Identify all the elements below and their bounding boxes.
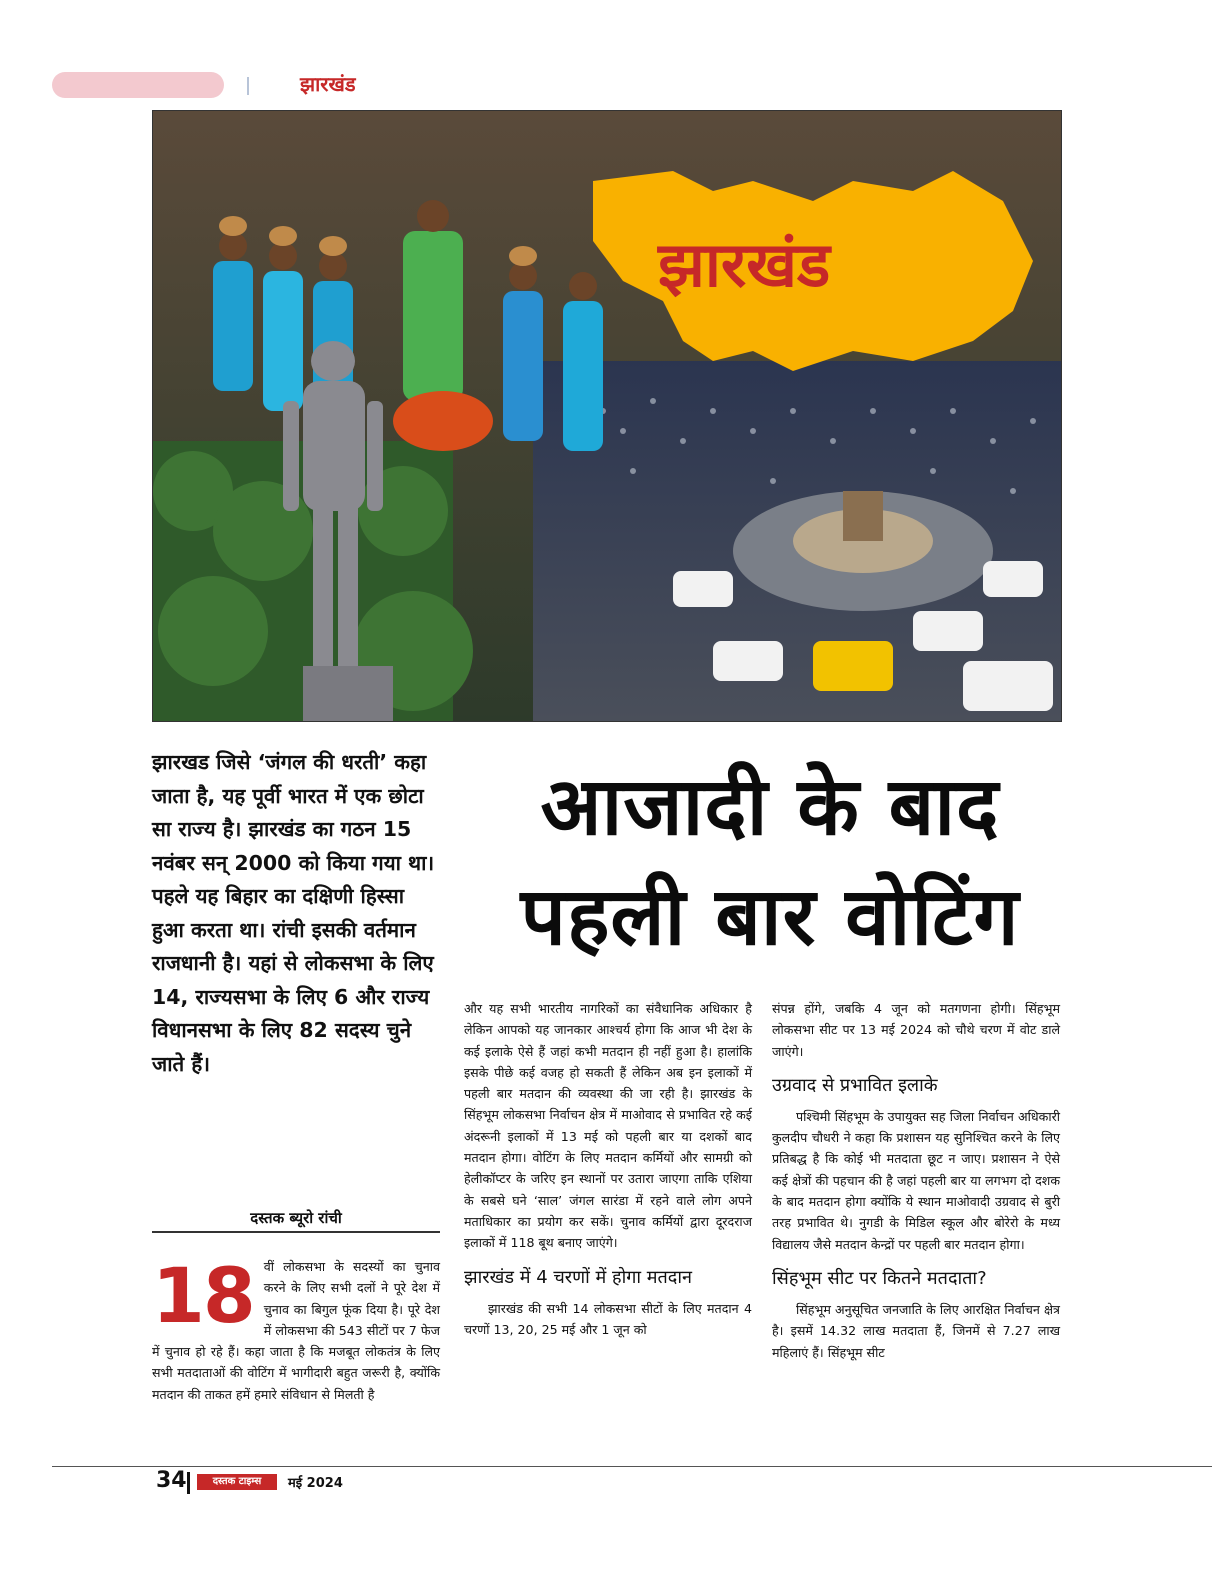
- headline: [470, 752, 1070, 972]
- article-column-3: [772, 998, 1060, 1363]
- brand-logo: दस्तक टाइम्स: [197, 1474, 277, 1490]
- map-label: झारखंड: [658, 228, 831, 301]
- footer-rule: [52, 1466, 1212, 1467]
- subheading: झारखंड में 4 चरणों में होगा मतदान: [464, 1266, 693, 1288]
- issue-date: मई 2024: [288, 1476, 343, 1491]
- page-number: 34: [156, 1468, 187, 1493]
- article-column-1: [152, 1251, 440, 1405]
- article-paragraph: और यह सभी भारतीय नागरिकों का संवैधानिक अधिकार है लेकिन आपको यह जानकार आश्चर्य होगा कि आज भी देश के कई इलाके ऐसे हैं जहां कभी मतदान ही नहीं हुआ है। हालांकि इसके पीछे कई वजह हो सकती हैं लेकिन अब इन इलाकों में पहली बार मतदान की व्यवस्था की जा रही है। झारखंड के सिंहभूम लोकसभा निर्वाचन क्षेत्र में माओवाद से प्रभावित रहे कई अंदरूनी इलाकों में 13 मई को पहली बार या दशकों बाद मतदान होगा। वोटिंग के लिए मतदान कर्मियों और सामग्री को हेलीकॉप्टर के जरिए इन स्थानों पर उतारा जाएगा ताकि एशिया के सबसे घने ‘साल’ जंगल सारंडा में रहने वाले लोग अपने मताधिकार का प्रयोग कर सकें। चुनाव कर्मियों द्वारा दूरदराज इलाकों में 118 बूथ बनाए जाएंगे।: [464, 1001, 752, 1251]
- article-paragraph: झारखंड की सभी 14 लोकसभा सीटों के लिए मतदान 4 चरणों 13, 20, 25 मई और 1 जून को: [464, 1300, 752, 1337]
- headline-line1: आजादी के बाद: [540, 760, 1000, 853]
- dropcap: 18: [152, 1251, 254, 1340]
- article-paragraph: सिंहभूम अनुसूचित जनजाति के लिए आरक्षित निर्वाचन क्षेत्र है। इसमें 14.32 लाख मतदाता हैं, जिनमें से 7.27 लाख महिलाएं हैं। सिंहभूम सीट: [772, 1301, 1060, 1360]
- byline: दस्तक ब्यूरो रांची: [250, 1209, 342, 1227]
- article-paragraph: पश्चिमी सिंहभूम के उपायुक्त सह जिला निर्वाचन अधिकारी कुलदीप चौधरी ने कहा कि प्रशासन यह सुनिश्चित करने के लिए प्रतिबद्ध है कि कोई भी मतदाता छूट न जाए। प्रशासन ने ऐसे कई क्षेत्रों की पहचान की है जहां पहली बार या लगभग दो दशक के बाद मतदान होगा क्योंकि ये स्थान माओवादी उग्रवाद से बुरी तरह प्रभावित थे। नुगडी के मिडिल स्कूल और बोरेरो के मध्य विद्यालय जैसे मतदान केन्द्रों पर पहली बार मतदान होगा।: [772, 1108, 1060, 1252]
- article-paragraph: संपन्न होंगे, जबकि 4 जून को मतगणना होगी। सिंहभूम लोकसभा सीट पर 13 मई 2024 को चौथे चरण में वोट डाले जाएंगे।: [772, 1001, 1060, 1059]
- byline-rule: [152, 1231, 440, 1233]
- subheading: सिंहभूम सीट पर कितने मतदाता?: [772, 1267, 987, 1289]
- footer-separator: [187, 1472, 190, 1494]
- header-decoration-pill: [52, 72, 224, 98]
- hero-image: [152, 110, 1062, 722]
- article-paragraph: वीं लोकसभा के सदस्यों का चुनाव करने के लिए सभी दलों ने पूरे देश में चुनाव का बिगुल फूंक दिया है। पूरे देश में लोकसभा की 543 सीटों पर 7 फेज में चुनाव हो रहे हैं। कहा जाता है कि मजबूत लोकतंत्र के लिए सभी मतदाताओं की वोटिंग में भागीदारी बहुत जरूरी है, क्योंकि मतदान की ताकत हमें हमारे संविधान से मिलती है: [152, 1259, 440, 1402]
- headline-line2: पहली बार वोटिंग: [520, 870, 1020, 963]
- article-column-2: [464, 998, 752, 1340]
- subheading: उग्रवाद से प्रभावित इलाके: [772, 1074, 938, 1096]
- header-separator: [247, 77, 249, 95]
- intro-text: झारखड जिसे ‘जंगल की धरती’ कहा जाता है, यह पूर्वी भारत में एक छोटा सा राज्य है। झारखंड का गठन 15 नवंबर सन् 2000 को किया गया था। पहले यह बिहार का दक्षिणी हिस्सा हुआ करता था। रांची इसकी वर्तमान राजधानी है। यहां से लोकसभा के लिए 14, राज्यसभा के लिए 6 और राज्य विधानसभा के लिए 82 सदस्य चुने जाते हैं।: [152, 750, 435, 1076]
- section-title: झारखंड: [300, 72, 356, 96]
- hero-illustration: [153, 111, 1061, 721]
